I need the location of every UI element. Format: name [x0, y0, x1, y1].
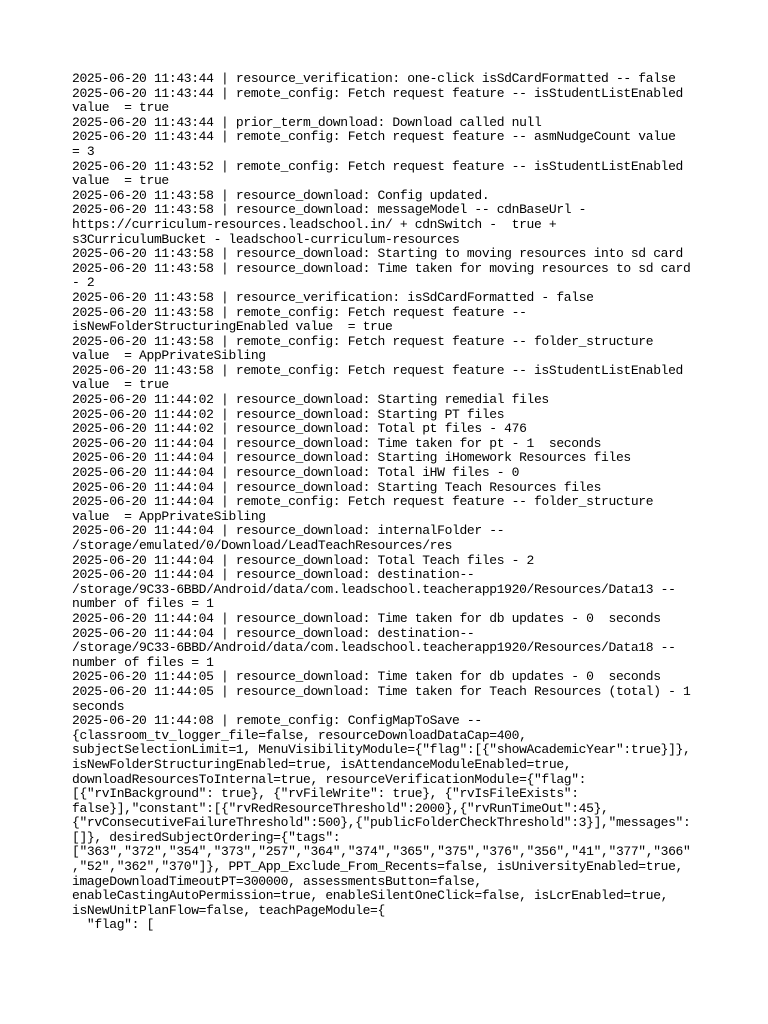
log-line: /storage/9C33-6BBD/Android/data/com.leadschool.teacherapp1920/Resources/Data13 --	[72, 581, 676, 597]
log-line: value = true	[72, 173, 169, 189]
log-line: 2025-06-20 11:44:04 | resource_download: Starting Teach Resources files	[72, 479, 602, 495]
log-line: 2025-06-20 11:44:04 | resource_download: Total iHW files - 0	[72, 465, 520, 481]
log-line: 2025-06-20 11:44:05 | resource_download: Time taken for db updates - 0 seconds	[72, 669, 661, 685]
log-line: value = AppPrivateSibling	[72, 348, 266, 364]
log-line: {"rvConsecutiveFailureThreshold":500},{"publicFolderCheckThreshold":3}],"messages":	[72, 815, 691, 831]
log-line: 2025-06-20 11:44:05 | resource_download: Time taken for Teach Resources (total) - 1	[72, 683, 691, 699]
log-line: https://curriculum-resources.leadschool.in/ + cdnSwitch - true +	[72, 216, 557, 232]
log-line: 2025-06-20 11:44:02 | resource_download: Starting PT files	[72, 406, 505, 422]
log-line: 2025-06-20 11:44:04 | resource_download: Starting iHomework Resources files	[72, 450, 631, 466]
log-line: 2025-06-20 11:43:58 | resource_verification: isSdCardFormatted - false	[72, 289, 594, 305]
log-line: value = true	[72, 100, 169, 116]
log-line: /storage/9C33-6BBD/Android/data/com.leadschool.teacherapp1920/Resources/Data18 --	[72, 640, 676, 656]
log-line: ["363","372","354","373","257","364","374","365","375","376","356","41","377","366"	[72, 844, 691, 860]
log-line: 2025-06-20 11:43:52 | remote_config: Fetch request feature -- isStudentListEnabled	[72, 158, 684, 174]
log-line: value = AppPrivateSibling	[72, 508, 266, 524]
log-line: ,"52","362","370"]}, PPT_App_Exclude_From_Recents=false, isUniversityEnabled=true,	[72, 859, 684, 875]
log-line: 2025-06-20 11:44:04 | resource_download: Time taken for pt - 1 seconds	[72, 435, 602, 451]
log-line: 2025-06-20 11:43:44 | resource_verification: one-click isSdCardFormatted -- false	[72, 71, 676, 86]
log-line: 2025-06-20 11:43:58 | remote_config: Fetch request feature --	[72, 304, 527, 320]
log-line: 2025-06-20 11:44:02 | resource_download: Total pt files - 476	[72, 421, 527, 437]
log-line: 2025-06-20 11:43:44 | remote_config: Fetch request feature -- isStudentListEnabled	[72, 85, 684, 101]
log-line: false}],"constant":[{"rvRedResourceThreshold":2000},{"rvRunTimeOut":45},	[72, 800, 609, 816]
log-line: /storage/emulated/0/Download/LeadTeachResources/res	[72, 538, 453, 553]
log-line: value = true	[72, 377, 169, 393]
log-line: downloadResourcesToInternal=true, resourceVerificationModule={"flag":	[72, 771, 587, 787]
log-line: number of files = 1	[72, 596, 214, 612]
log-line: [{"rvInBackground": true}, {"rvFileWrite": true}, {"rvIsFileExists":	[72, 786, 579, 802]
log-line: imageDownloadTimeoutPT=300000, assessmentsButton=false,	[72, 873, 482, 889]
log-line: number of files = 1	[72, 654, 214, 670]
log-line: enableCastingAutoPermission=true, enableSilentOneClick=false, isLcrEnabled=true,	[72, 888, 669, 904]
log-line: 2025-06-20 11:44:02 | resource_download: Starting remedial files	[72, 392, 549, 408]
log-line: 2025-06-20 11:44:08 | remote_config: ConfigMapToSave --	[72, 713, 482, 729]
log-line: 2025-06-20 11:44:04 | resource_download: destination--	[72, 625, 475, 641]
log-document	[72, 72, 712, 933]
log-line: {classroom_tv_logger_file=false, resourceDownloadDataCap=400,	[72, 727, 527, 743]
log-line: 2025-06-20 11:43:44 | prior_term_download: Download called null	[72, 114, 542, 130]
log-line: s3CurriculumBucket - leadschool-curriculum-resources	[72, 231, 460, 247]
log-line: 2025-06-20 11:43:58 | resource_download: Starting to moving resources into sd card	[72, 246, 684, 262]
log-line: isNewFolderStructuringEnabled=true, isAttendanceModuleEnabled=true,	[72, 756, 572, 772]
log-line: 2025-06-20 11:43:58 | remote_config: Fetch request feature -- isStudentListEnabled	[72, 362, 684, 378]
log-line: 2025-06-20 11:44:04 | resource_download: destination--	[72, 567, 475, 583]
log-line: 2025-06-20 11:44:04 | resource_download: Total Teach files - 2	[72, 552, 534, 568]
log-line: 2025-06-20 11:43:58 | resource_download: Config updated.	[72, 187, 490, 203]
log-line: isNewFolderStructuringEnabled value = true	[72, 319, 393, 335]
log-line: isNewUnitPlanFlow=false, teachPageModule={	[72, 902, 385, 918]
log-line: subjectSelectionLimit=1, MenuVisibilityModule={"flag":[{"showAcademicYear":true}]},	[72, 742, 691, 758]
log-line: seconds	[72, 698, 125, 714]
log-line: 2025-06-20 11:44:04 | resource_download: internalFolder --	[72, 523, 505, 539]
log-line: []}, desiredSubjectOrdering={"tags":	[72, 829, 341, 845]
log-line: 2025-06-20 11:43:58 | resource_download: Time taken for moving resources to sd card	[72, 260, 691, 276]
log-line: 2025-06-20 11:43:58 | remote_config: Fetch request feature -- folder_structure	[72, 333, 654, 349]
log-line: 2025-06-20 11:43:44 | remote_config: Fetch request feature -- asmNudgeCount value	[72, 129, 676, 145]
log-line: "flag": [	[72, 917, 154, 933]
log-line: 2025-06-20 11:44:04 | resource_download: Time taken for db updates - 0 seconds	[72, 610, 661, 626]
log-line: 2025-06-20 11:43:58 | resource_download: messageModel -- cdnBaseUrl -	[72, 202, 587, 218]
log-line: = 3	[72, 143, 95, 159]
log-line: 2025-06-20 11:44:04 | remote_config: Fetch request feature -- folder_structure	[72, 494, 654, 510]
log-line: - 2	[72, 275, 95, 291]
